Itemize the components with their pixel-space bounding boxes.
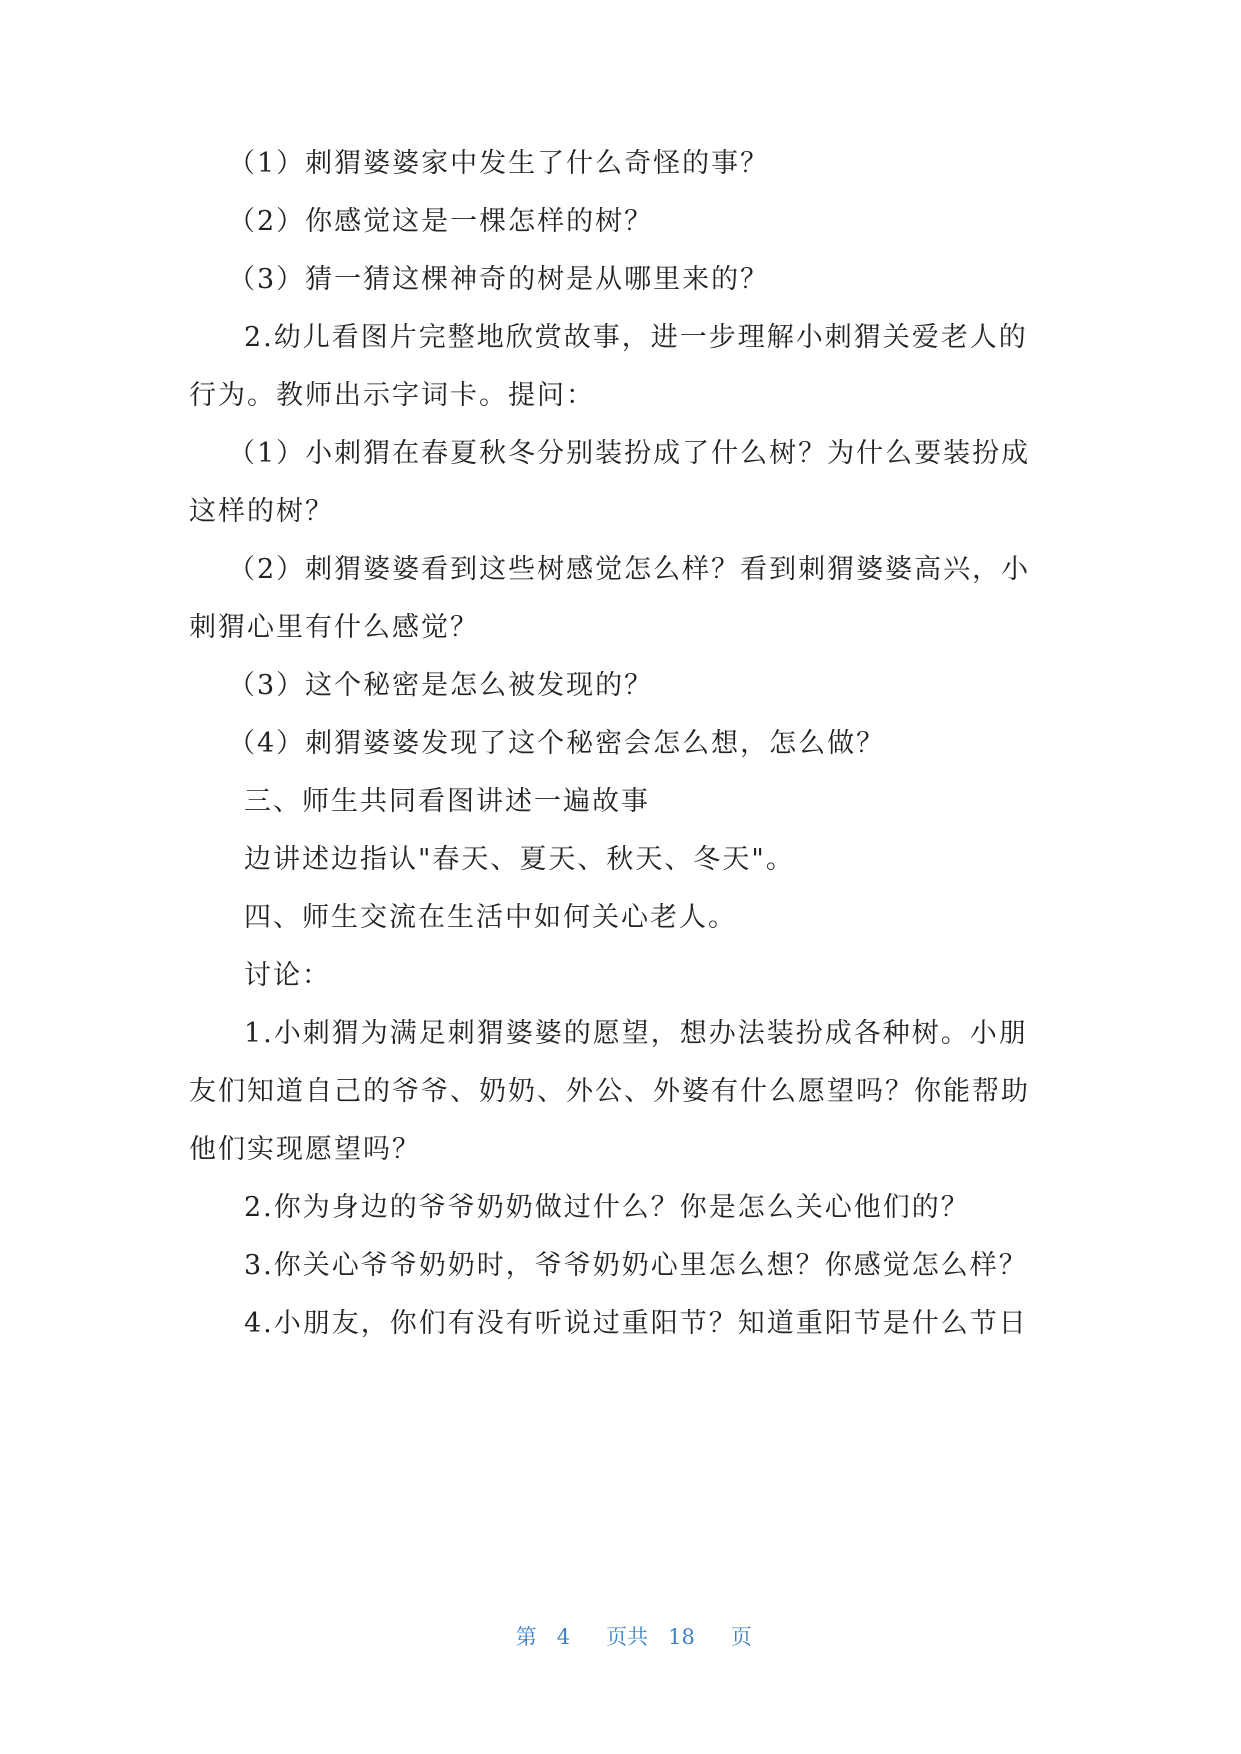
section-heading: 三、师生共同看图讲述一遍故事 (244, 786, 650, 817)
text-line: 2.幼儿看图片完整地欣赏故事，进一步理解小刺猬关爱老人的 (244, 322, 1028, 353)
text-line: 边讲述边指认"春天、夏天、秋天、冬天"。 (244, 844, 795, 875)
footer-prefix: 第 (515, 1625, 537, 1649)
footer-total-pages: 18 (668, 1625, 695, 1649)
footer-current-page: 4 (556, 1625, 571, 1649)
text-line: 1.小刺猬为满足刺猬婆婆的愿望，想办法装扮成各种树。小朋 (244, 1018, 1028, 1049)
text-line: 友们知道自己的爷爷、奶奶、外公、外婆有什么愿望吗？你能帮助 (189, 1076, 1030, 1107)
text-line: （1）刺猬婆婆家中发生了什么奇怪的事？ (228, 148, 770, 179)
text-line: （4）刺猬婆婆发现了这个秘密会怎么想，怎么做？ (228, 728, 886, 759)
text-line: 他们实现愿望吗？ (189, 1134, 421, 1165)
text-line: 刺猬心里有什么感觉？ (189, 612, 479, 643)
text-line: （2）你感觉这是一棵怎样的树？ (228, 206, 654, 237)
page-footer (0, 1597, 1241, 1675)
text-line: 讨论： (244, 960, 331, 991)
text-line: 这样的树？ (189, 496, 334, 527)
text-line: 2.你为身边的爷爷奶奶做过什么？你是怎么关心他们的？ (244, 1192, 970, 1223)
text-line: 4.小朋友，你们有没有听说过重阳节？知道重阳节是什么节日 (244, 1308, 1028, 1339)
footer-suffix: 页 (730, 1625, 752, 1649)
text-line: （3）这个秘密是怎么被发现的？ (228, 670, 654, 701)
section-heading: 四、师生交流在生活中如何关心老人。 (244, 902, 737, 933)
text-line: （2）刺猬婆婆看到这些树感觉怎么样？看到刺猬婆婆高兴，小 (228, 554, 1031, 585)
footer-middle: 页共 (606, 1625, 649, 1649)
text-line: （1）小刺猬在春夏秋冬分别装扮成了什么树？为什么要装扮成 (228, 438, 1031, 469)
text-line: （3）猜一猜这棵神奇的树是从哪里来的？ (228, 264, 770, 295)
text-line: 3.你关心爷爷奶奶时，爷爷奶奶心里怎么想？你感觉怎么样？ (244, 1250, 1028, 1281)
text-line: 行为。教师出示字词卡。提问： (189, 380, 595, 411)
